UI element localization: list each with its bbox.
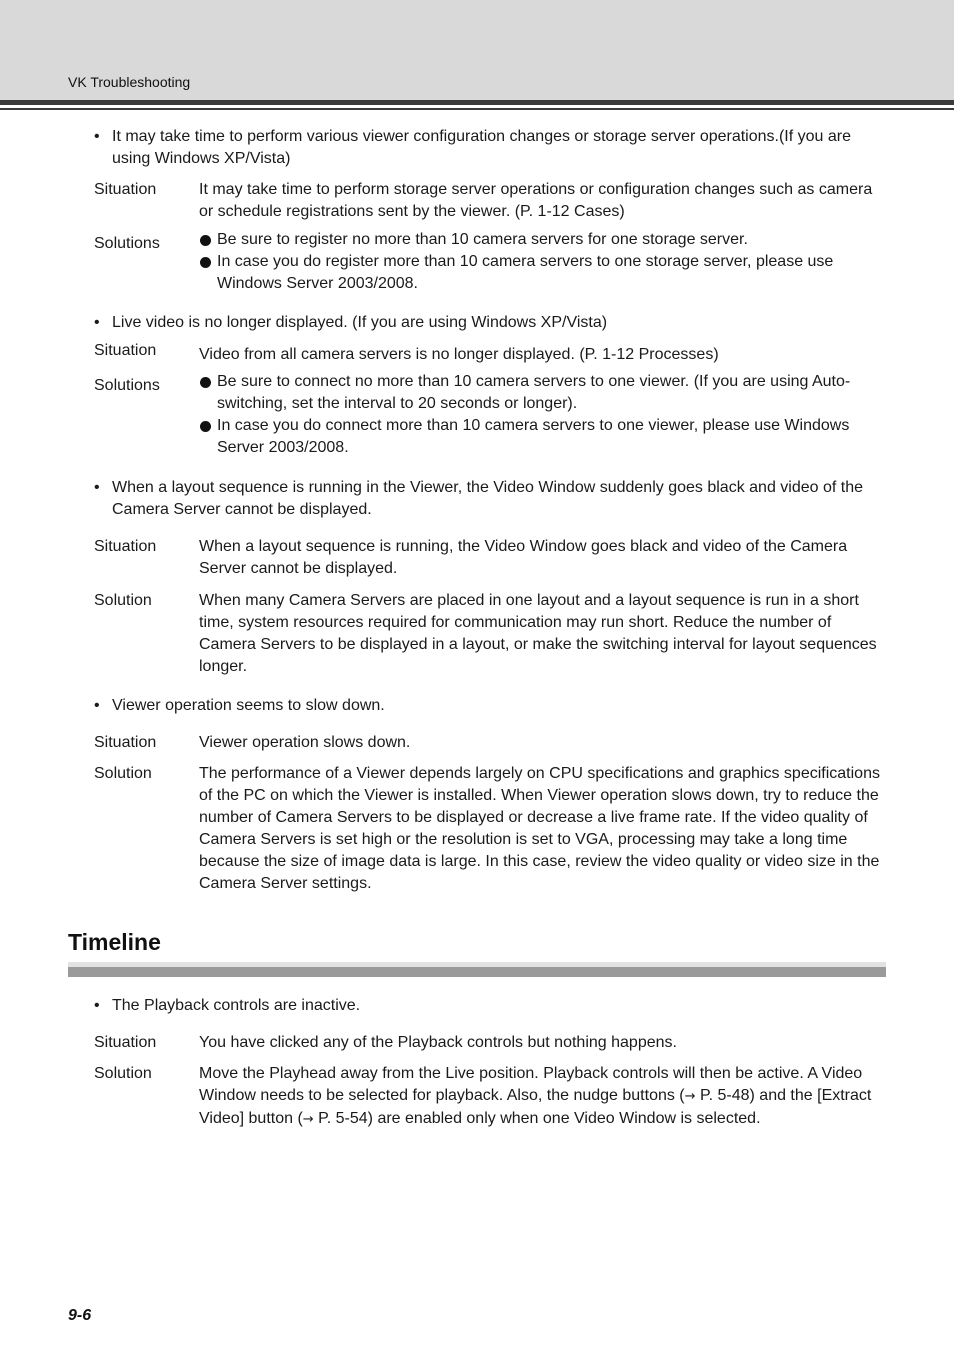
solution-text-part: Move the Playhead away from the Live position. Playback controls will then be active. A Video Window needs to be selected for playback. Also, the nudge buttons ( bbox=[199, 1065, 863, 1104]
solutions-label: Solutions bbox=[94, 377, 160, 394]
extract-video-button-name: Extract Video bbox=[199, 1087, 872, 1127]
solution-item: In case you do register more than 10 camera servers to one storage server, please use Windows Server 2003/2008. bbox=[199, 251, 884, 295]
solutions-list bbox=[199, 229, 884, 295]
solution-text: The performance of a Viewer depends largely on CPU specifications and graphics specifications of the PC on which the Viewer is installed. When Viewer operation slows down, try to reduce the number of Camera Servers to be displayed or decrease a live frame rate. If the video quality of Camera Servers is set high or the resolution is set to VGA, processing may take a long time because the size of image data is large. In this case, review the video quality or video size in the Camera Server settings. bbox=[199, 765, 880, 892]
solution-item: In case you do connect more than 10 camera servers to one viewer, please use Windows Server 2003/2008. bbox=[199, 415, 884, 459]
solution-text: When many Camera Servers are placed in one layout and a layout sequence is run in a short time, system resources required for communication may run short. Reduce the number of Camera Servers to be displayed in a layout, or make the switching interval for layout sequences longer. bbox=[199, 592, 877, 675]
solution-item: Be sure to register no more than 10 camera servers for one storage server. bbox=[199, 229, 884, 251]
issue-bullet: • The Playback controls are inactive. bbox=[94, 995, 882, 1017]
issue-bullet: • Live video is no longer displayed. (If you are using Windows XP/Vista) bbox=[94, 312, 882, 334]
situation-label: Situation bbox=[94, 1034, 157, 1051]
solution-label: Solution bbox=[94, 1065, 152, 1082]
solution-text-part: P. 5-48) and the [ bbox=[695, 1087, 822, 1104]
running-header-title: VK Troubleshooting bbox=[68, 74, 191, 90]
issue-bullet: • It may take time to perform various viewer configuration changes or storage server operations.(If you are using Windows XP/Vista) bbox=[94, 126, 882, 170]
situation-text: Viewer operation slows down. bbox=[199, 734, 411, 751]
situation-label: Situation bbox=[94, 538, 157, 555]
situation-text: It may take time to perform storage server operations or configuration changes such as camera or schedule registrations sent by the viewer. (P. 1-12 Cases) bbox=[199, 181, 873, 220]
situation-label: Situation bbox=[94, 734, 157, 751]
solutions-list bbox=[199, 371, 884, 459]
arrow-right-icon: → bbox=[684, 1089, 696, 1104]
solution-item: Be sure to connect no more than 10 camera servers to one viewer. (If you are using Auto-switching, set the interval to 20 seconds or longer). bbox=[199, 371, 884, 415]
header-rule-thick bbox=[0, 100, 954, 105]
solution-label: Solution bbox=[94, 592, 152, 609]
page-number: 9-6 bbox=[68, 1307, 92, 1324]
issue-bullet: • When a layout sequence is running in the Viewer, the Video Window suddenly goes black and video of the Camera Server cannot be displayed. bbox=[94, 477, 882, 521]
situation-text: When a layout sequence is running, the Video Window goes black and video of the Camera Server cannot be displayed. bbox=[199, 538, 848, 577]
arrow-right-icon: → bbox=[302, 1112, 314, 1127]
issue-bullet: • Viewer operation seems to slow down. bbox=[94, 695, 882, 717]
header-rule-thin bbox=[0, 108, 954, 110]
solutions-label: Solutions bbox=[94, 235, 160, 252]
situation-label: Situation bbox=[94, 181, 157, 198]
situation-text: Video from all camera servers is no longer displayed. (P. 1-12 Processes) bbox=[199, 346, 719, 363]
section-title-timeline: Timeline bbox=[68, 929, 161, 955]
solution-text bbox=[199, 1063, 884, 1131]
solution-text-part: ] button ( bbox=[239, 1110, 303, 1127]
solution-label: Solution bbox=[94, 765, 152, 782]
situation-label: Situation bbox=[94, 342, 157, 359]
situation-text: You have clicked any of the Playback controls but nothing happens. bbox=[199, 1034, 677, 1051]
solution-text-part: P. 5-54) are enabled only when one Video Window is selected. bbox=[313, 1110, 761, 1127]
section-rule bbox=[68, 967, 886, 977]
